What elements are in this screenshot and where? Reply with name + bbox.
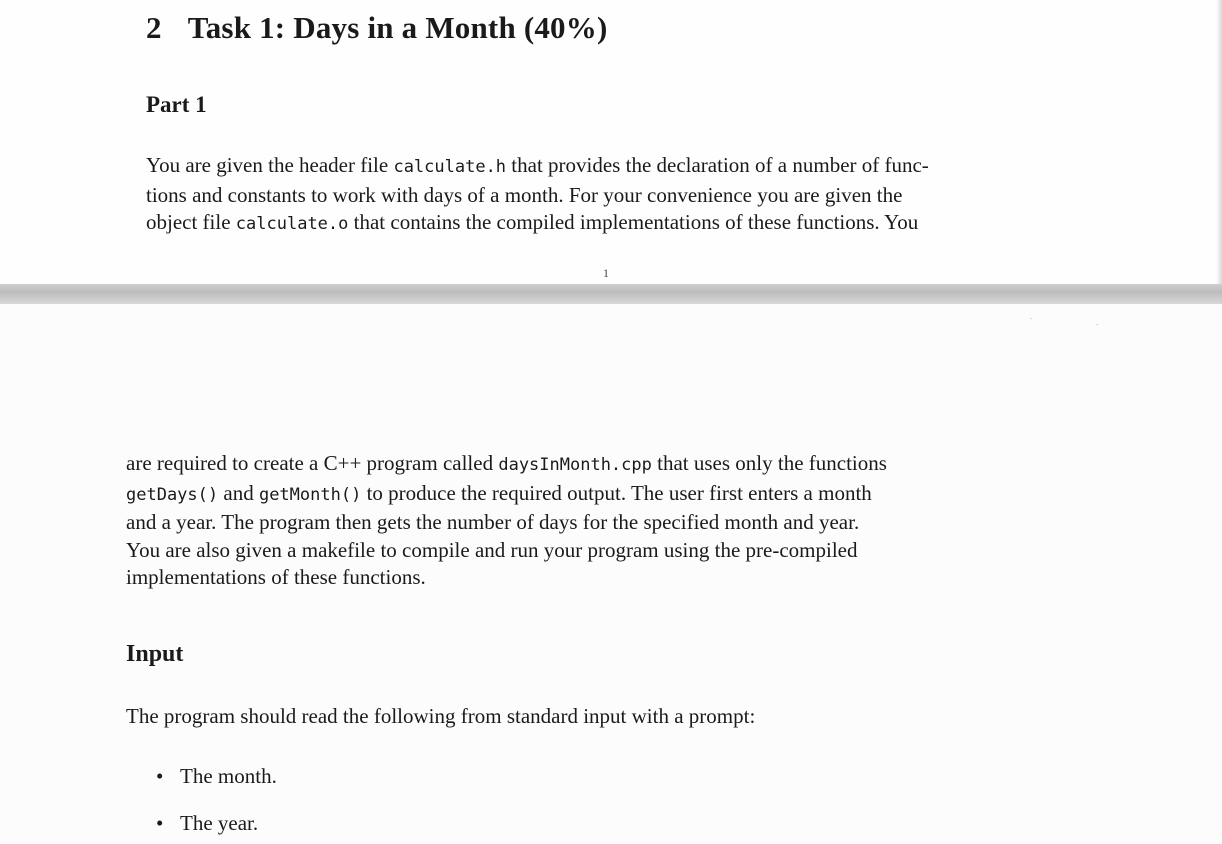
paragraph-line: are required to create a C++ program called daysInMonth.cpp that uses only the functions: [126, 451, 887, 475]
code-calculate-o: calculate.o: [235, 214, 349, 234]
paragraph-line: getDays() and getMonth() to produce the required output. The user first enters a month: [126, 480, 872, 505]
paragraph-line: implementations of these functions.: [126, 565, 426, 589]
paragraph-line: and a year. The program then gets the number of days for the specified month and year.: [126, 510, 860, 534]
paragraph-line: You are also given a makefile to compile and run your program using the pre-compiled: [126, 537, 858, 562]
bullet-icon: •: [156, 811, 164, 835]
page-separator: [0, 284, 1222, 304]
section-heading: [146, 10, 607, 46]
section-number: 2: [146, 10, 162, 45]
code-calculate-h: calculate.h: [393, 157, 507, 177]
code-getmonth: getMonth(): [258, 484, 362, 505]
bullet-icon: •: [156, 764, 164, 788]
scan-speck: [1096, 324, 1098, 325]
scan-speck: [1030, 318, 1032, 319]
input-intro: The program should read the following from standard input with a prompt:: [126, 704, 756, 728]
bullet-item-month: • The month.: [156, 764, 277, 788]
intro-paragraph: [146, 152, 929, 239]
code-daysinmonth-cpp: daysInMonth.cpp: [498, 455, 652, 475]
paragraph-line: You are given the header file calculate.h that provides the declaration of a number of func-: [146, 153, 929, 177]
bullet-item-year: • The year.: [156, 811, 259, 835]
document-page-bottom: [0, 304, 1222, 844]
document-page-top: [0, 0, 1222, 284]
part-heading: Part 1: [146, 92, 207, 117]
paragraph-line: tions and constants to work with days of a month. For your convenience you are given the: [146, 182, 903, 207]
code-getdays: getDays(): [126, 484, 219, 505]
page-number: 1: [603, 266, 609, 280]
requirements-paragraph: [126, 450, 887, 592]
page-edge-shadow: [1216, 0, 1222, 284]
section-title: Task 1: Days in a Month (40%): [187, 10, 608, 45]
paragraph-line: object file calculate.o that contains the compiled implementations of these functions. You: [146, 210, 919, 234]
input-heading: Input: [126, 641, 184, 667]
